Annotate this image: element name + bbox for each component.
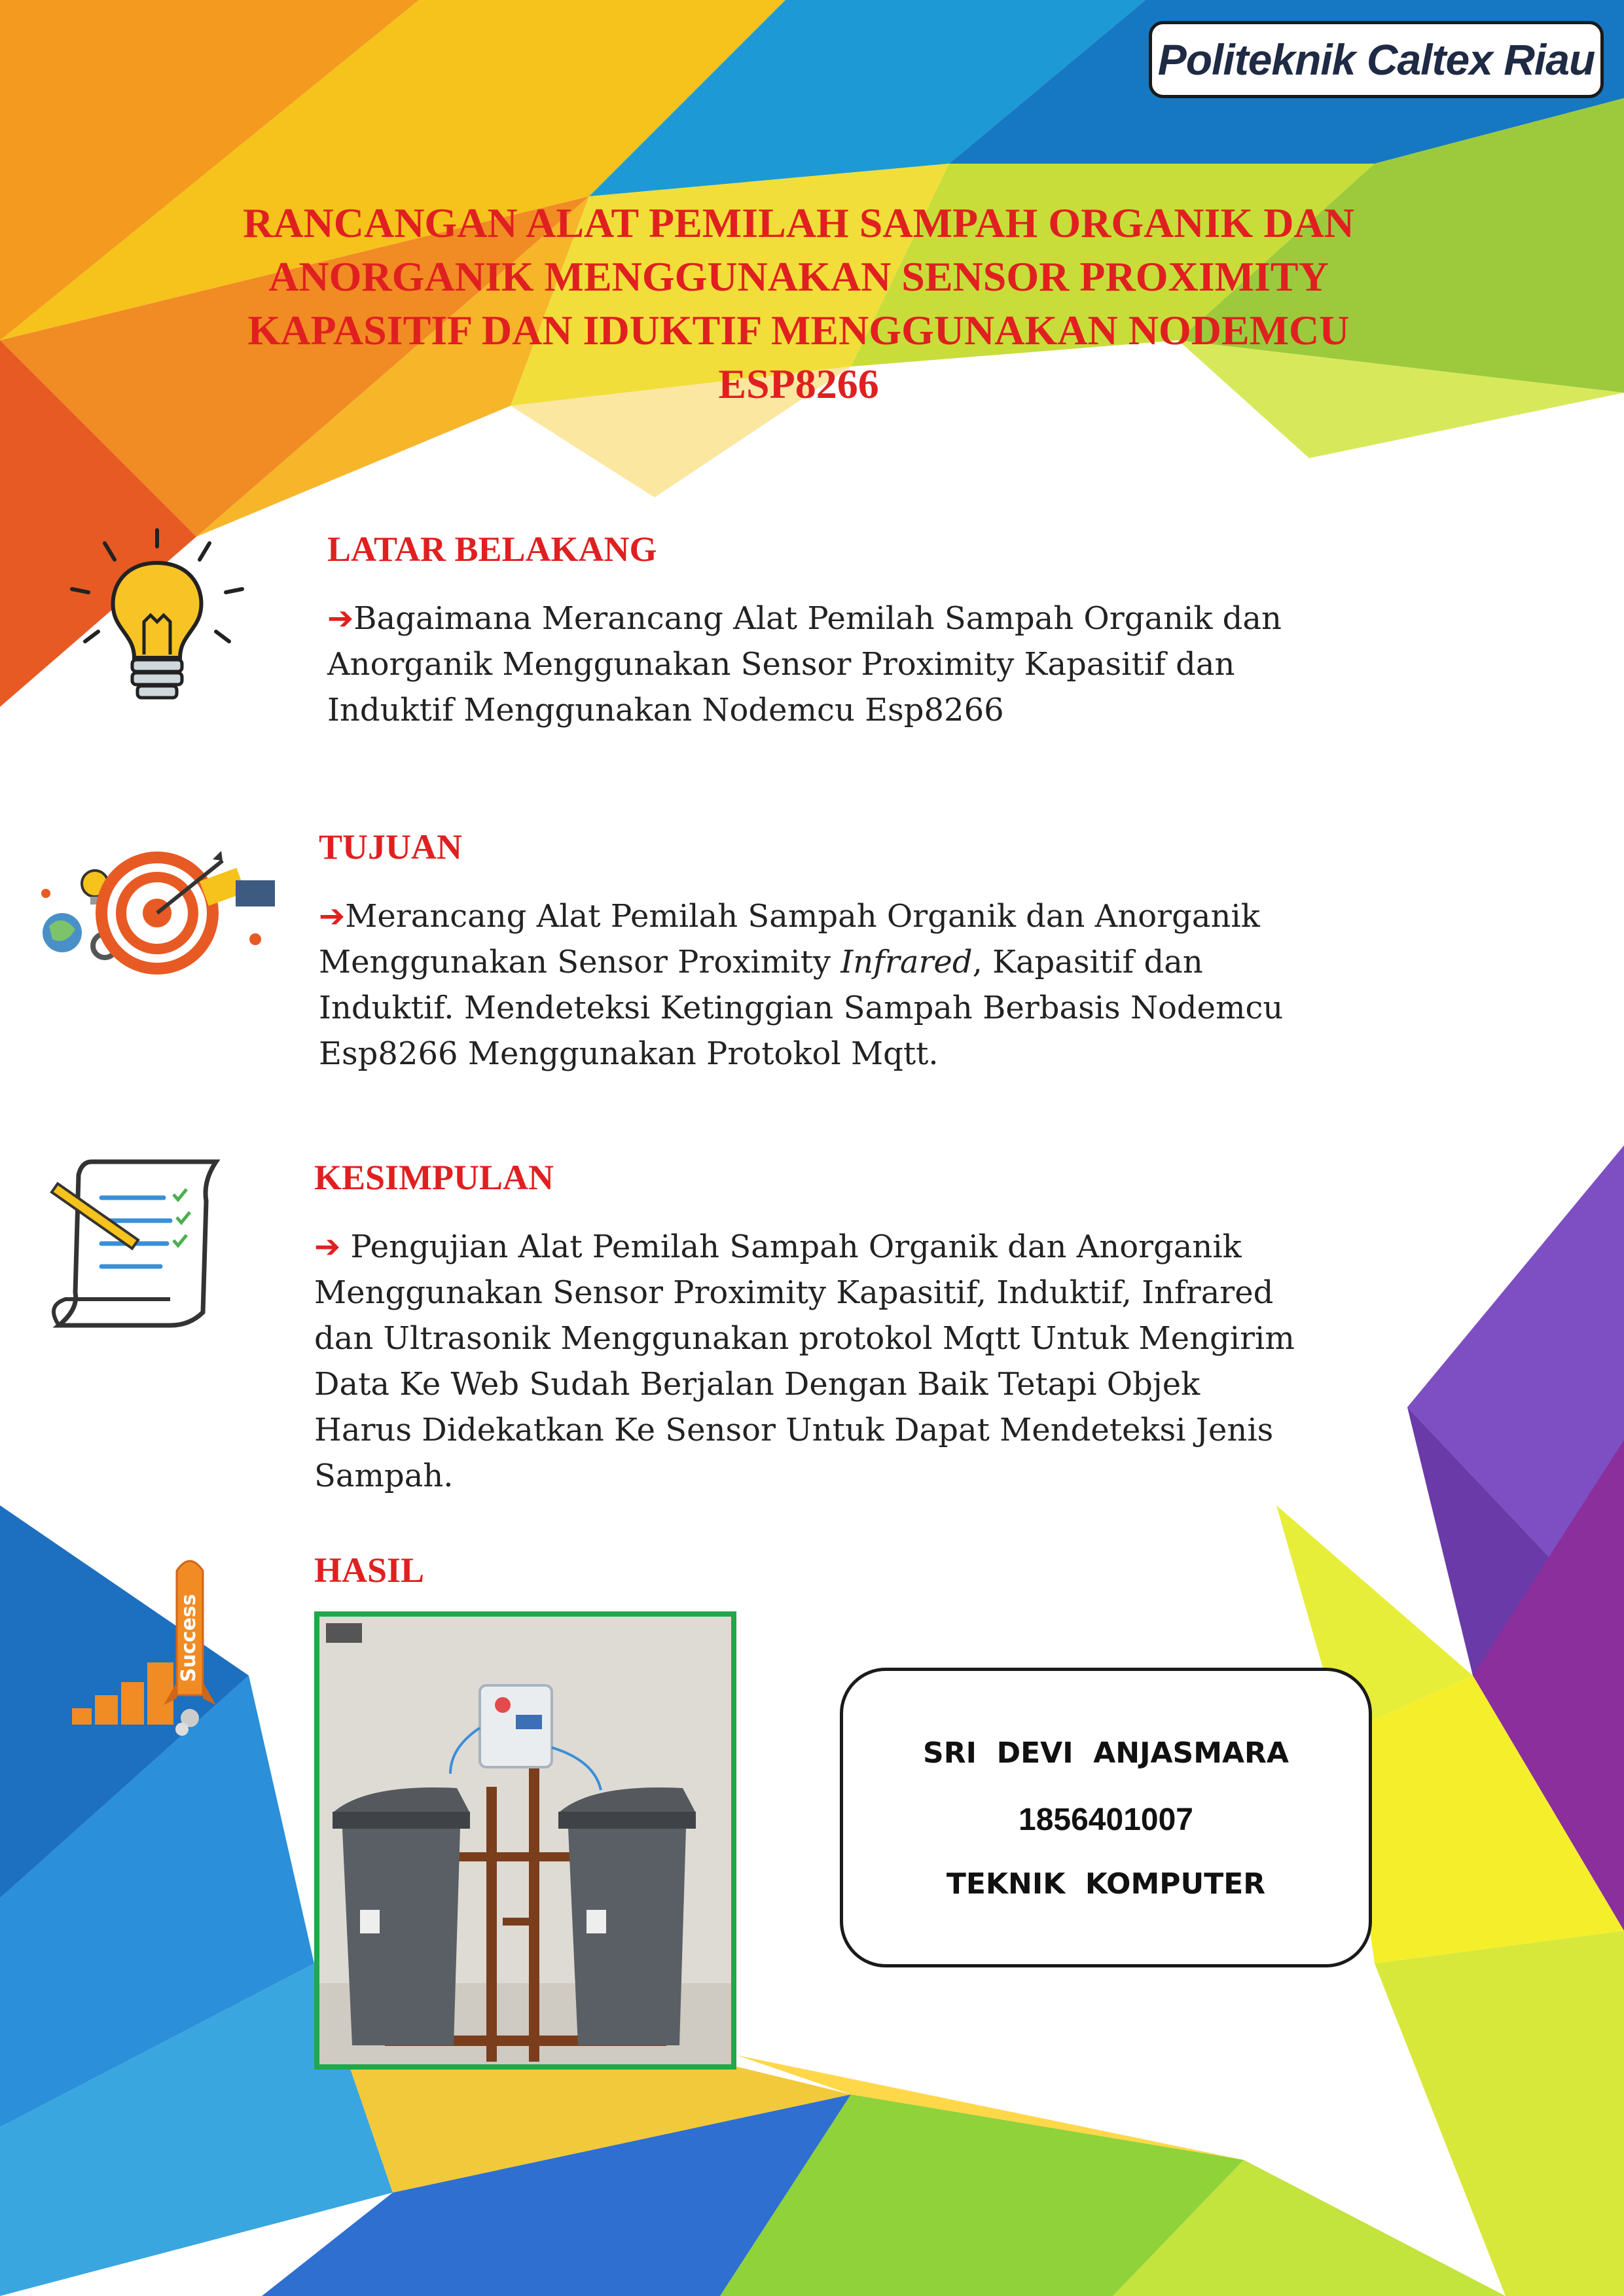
title-line: RANCANGAN ALAT PEMILAH SAMPAH ORGANIK DAN: [243, 200, 1354, 246]
rocket-label: Success: [177, 1594, 200, 1682]
arrow-icon: ➔: [319, 898, 346, 935]
author-nim: 1856401007: [1019, 1803, 1193, 1837]
author-study-program: TEKNIK KOMPUTER: [946, 1867, 1266, 1901]
section-heading-latar-belakang: LATAR BELAKANG: [327, 529, 657, 569]
checklist-scroll-icon: [39, 1149, 236, 1338]
lightbulb-icon: [59, 517, 255, 713]
author-info-box: [840, 1668, 1372, 1967]
title-line: KAPASITIF DAN IDUKTIF MENGGUNAKAN NODEMCU: [247, 307, 1350, 353]
arrow-icon: ➔: [314, 1229, 341, 1265]
latar-belakang-text: ➔Bagaimana Merancang Alat Pemilah Sampah Organik dan Anorganik Menggunakan Sensor Proximity Kapasitif dan Induktif Menggunakan Nodemcu Esp8266: [327, 600, 1282, 728]
section-heading-hasil: HASIL: [314, 1551, 425, 1590]
title-line: ESP8266: [718, 361, 879, 407]
institution-logo: [1149, 21, 1604, 98]
kesimpulan-text: ➔ Pengujian Alat Pemilah Sampah Organik dan Anorganik Menggunakan Sensor Proximity Kapasitif, Induktif, Infrared dan Ultrasonik Menggunakan protokol Mqtt Untuk Mengirim Data Ke Web Sudah Berjalan Dengan Baik Tetapi Objek Harus Didekatkan Ke Sensor Untuk Dapat Mendeteksi Jenis Sampah.: [314, 1229, 1295, 1494]
title-line: ANORGANIK MENGGUNAKAN SENSOR PROXIMITY: [268, 253, 1329, 300]
trash-bins-illustration: [319, 1617, 731, 2064]
device-photo: [314, 1611, 736, 2070]
target-icon: [26, 834, 275, 992]
logo-text: Politeknik Caltex Riau: [1157, 35, 1595, 84]
author-name: SRI DEVI ANJASMARA: [923, 1736, 1289, 1770]
tujuan-text: ➔Merancang Alat Pemilah Sampah Organik dan Anorganik Menggunakan Sensor Proximity Infrared, Kapasitif dan Induktif. Mendeteksi Ketinggian Sampah Berbasis Nodemcu Esp8266 Menggunakan Protokol Mqtt.: [319, 898, 1284, 1072]
section-heading-kesimpulan: KESIMPULAN: [314, 1158, 554, 1197]
section-heading-tujuan: TUJUAN: [319, 827, 463, 867]
poster-title: [170, 196, 1427, 411]
arrow-icon: ➔: [327, 600, 354, 637]
success-rocket-icon: [52, 1551, 275, 1748]
